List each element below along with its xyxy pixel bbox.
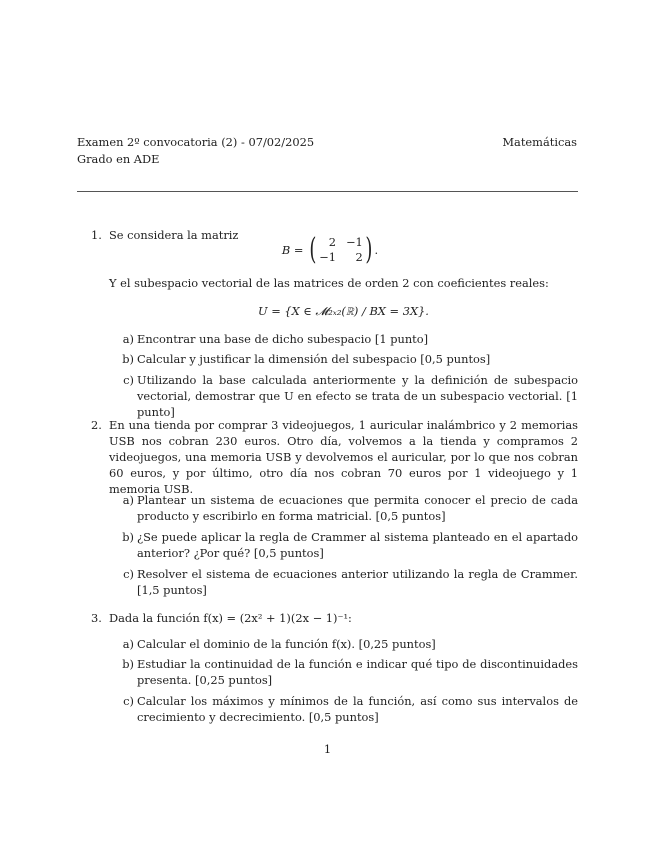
subspace-text: Y el subespacio vectorial de las matrices de orden 2 con coeficientes reales: [109, 276, 549, 290]
page-number: 1 [323, 742, 332, 756]
part-label: c) [123, 373, 134, 387]
question-2-text: En una tienda por comprar 3 videojuegos, 1 auricular inalámbrico y 2 memorias USB nos cobran 230 euros. Otro día, volvemos a la tienda y compramos 2 videojuegos, una memoria USB y devolvemos el auricular, por lo que nos cobran 60 euros, y por último, otro día nos cobran 70 euros por 1 videojuego y 1 memoria USB. [109, 418, 578, 496]
part-text: ¿Se puede aplicar la regla de Crammer al sistema planteado en el apartado anterior? ¿Por qué? [0,5 puntos] [137, 530, 578, 560]
question-3-number: 3. [91, 611, 102, 625]
part-label: b) [122, 352, 134, 366]
part-text: Calcular los máximos y mínimos de la función, así como sus intervalos de crecimiento y decrecimiento. [0,5 puntos] [137, 694, 578, 724]
part-text: Calcular y justificar la dimensión del subespacio [0,5 puntos] [137, 352, 491, 366]
header-divider [77, 191, 578, 192]
matrix-cell: 2 [355, 250, 363, 264]
matrix-b-equation: B = ( 2 −1 −1 2 ) . [281, 232, 379, 267]
part-text: Utilizando la base calculada anteriormente y la definición de subespacio vectorial, demostrar que U en efecto se trata de un subespacio vectorial. [1 punto] [137, 373, 578, 419]
matrix-period: . [374, 243, 379, 257]
exam-title: Examen 2º convocatoria (2) - 07/02/2025 [77, 135, 315, 149]
part-label: a) [122, 493, 134, 507]
part-text: Encontrar una base de dicho subespacio [1 punto] [137, 332, 429, 346]
part-label: a) [122, 637, 134, 651]
part-label: c) [123, 567, 134, 581]
degree-title: Grado en ADE [77, 152, 160, 166]
question-3-text: Dada la función f(x) = (2x² + 1)(2x − 1)⁻¹: [109, 611, 352, 625]
matrix-cell: −1 [345, 235, 363, 249]
part-label: b) [122, 657, 134, 671]
matrix-cell: 2 [328, 235, 336, 249]
matrix-label: B = [281, 243, 304, 257]
part-text: Estudiar la continuidad de la función e indicar qué tipo de discontinuidades presenta. [0,25 puntos] [137, 657, 578, 687]
part-label: b) [122, 530, 134, 544]
part-label: c) [123, 694, 134, 708]
matrix-cell: −1 [319, 250, 336, 264]
question-1-intro: Se considera la matriz [109, 228, 239, 242]
part-label: a) [122, 332, 134, 346]
subject-title: Matemáticas [502, 135, 577, 149]
part-text: Resolver el sistema de ecuaciones anterior utilizando la regla de Crammer. [1,5 puntos] [137, 567, 578, 597]
question-1-number: 1. [91, 228, 102, 242]
subspace-definition: U = {X ∈ 𝓜₂ₓ₂(ℝ) / BX = 3X}. [258, 304, 429, 318]
part-text: Calcular el dominio de la función f(x). [0,25 puntos] [137, 637, 436, 651]
question-2-number: 2. [91, 418, 102, 432]
matrix-b [319, 235, 363, 265]
part-text: Plantear un sistema de ecuaciones que permita conocer el precio de cada producto y escribirlo en forma matricial. [0,5 puntos] [137, 493, 578, 523]
